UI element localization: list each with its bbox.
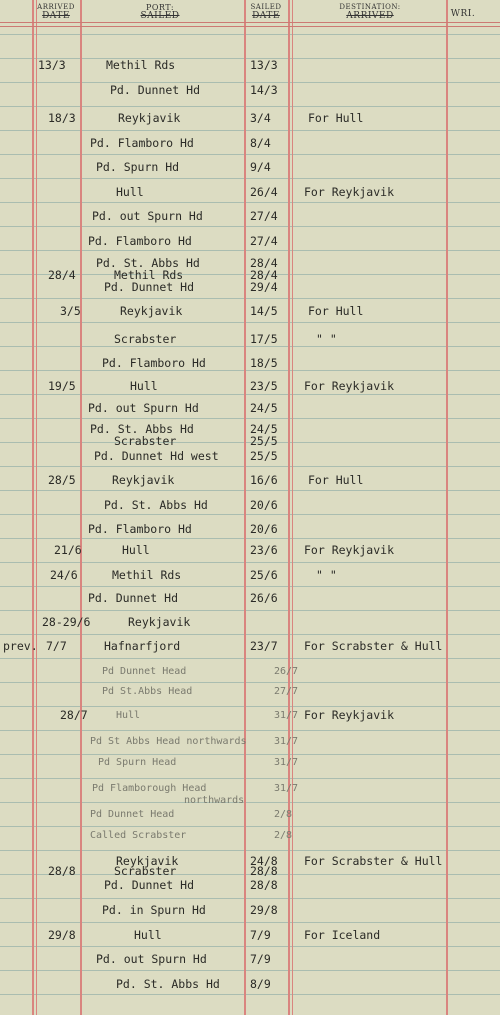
arrived-date: 13/3 (38, 58, 66, 72)
ruled-line (0, 514, 500, 515)
port-entry: Pd. Dunnet Hd (110, 83, 201, 97)
column-line-left-double (36, 0, 37, 1015)
destination-entry: For Reykjavik (304, 543, 395, 557)
ruled-line (0, 802, 500, 803)
arrived-date: 7/7 (46, 639, 67, 653)
ruled-line (0, 490, 500, 491)
port-entry: Pd. Dunnet Hd (104, 280, 195, 294)
destination-entry: For Hull (308, 111, 364, 125)
port-entry: Methil Rds (114, 268, 184, 282)
ruled-line (0, 466, 500, 467)
port-entry: Scrabster (114, 434, 177, 448)
sailed-date: 29/8 (250, 903, 278, 917)
ruled-line (0, 106, 500, 107)
port-entry: Called Scrabster (90, 830, 187, 841)
sailed-date: 29/4 (250, 280, 278, 294)
column-line-port (244, 0, 246, 1015)
ruled-line (0, 850, 500, 851)
sailed-date: 9/4 (250, 160, 271, 174)
sailed-date: 26/7 (274, 666, 299, 677)
column-line-left (32, 0, 34, 1015)
arrived-date: 28-29/6 (42, 615, 91, 629)
sailed-date: 20/6 (250, 498, 278, 512)
sailed-date: 28/8 (250, 878, 278, 892)
ruled-line (0, 922, 500, 923)
ruled-line (0, 394, 500, 395)
sailed-date: 2/8 (274, 830, 293, 841)
header-destination: DESTINATION: (339, 3, 401, 11)
sailed-date: 28/4 (250, 256, 278, 270)
port-entry: Pd. St. Abbs Hd (90, 422, 194, 436)
port-entry: Pd. Dunnet Hd west (94, 449, 219, 463)
sailed-date: 17/5 (250, 332, 278, 346)
ruled-line (0, 682, 500, 683)
arrived-date: 21/6 (54, 543, 82, 557)
ruled-line (0, 898, 500, 899)
destination-entry: For Reykjavik (304, 379, 395, 393)
port-entry: Methil Rds (112, 568, 182, 582)
column-line-destination (446, 0, 448, 1015)
sailed-date: 20/6 (250, 522, 278, 536)
arrived-date: 28/5 (48, 473, 76, 487)
ruled-line (0, 538, 500, 539)
destination-entry: For Reykjavik (304, 185, 395, 199)
port-entry: Hull (122, 543, 150, 557)
port-entry: Pd. Flamboro Hd (88, 234, 192, 248)
ruled-line (0, 730, 500, 731)
port-entry: Reykjavik (112, 473, 175, 487)
sailed-date: 14/5 (250, 304, 278, 318)
port-entry: Reykjavik (116, 854, 179, 868)
port-entry: Pd. St. Abbs Hd (96, 256, 200, 270)
port-entry: Methil Rds (106, 58, 176, 72)
sailed-date: 8/9 (250, 977, 271, 991)
port-entry: Pd Dunnet Head (90, 809, 175, 820)
ruled-line (0, 178, 500, 179)
port-entry: Hull (134, 928, 162, 942)
sailed-date: 2/8 (274, 809, 293, 820)
sailed-date: 24/5 (250, 422, 278, 436)
ruled-line (0, 634, 500, 635)
port-entry: Pd Spurn Head (98, 757, 177, 768)
sailed-date: 18/5 (250, 356, 278, 370)
destination-entry: For Reykjavik (304, 708, 395, 722)
port-entry: Pd. Dunnet Hd (104, 878, 195, 892)
port-entry: Pd. Dunnet Hd (88, 591, 179, 605)
sailed-date: 16/6 (250, 473, 278, 487)
header-sailed-date: DATE (252, 11, 280, 21)
sailed-date: 24/5 (250, 401, 278, 415)
sailed-date: 31/7 (274, 757, 299, 768)
arrived-date: 28/4 (48, 268, 76, 282)
column-line-arrived (80, 0, 82, 1015)
header-port-sailed: SAILED (140, 11, 180, 21)
ruled-line (0, 970, 500, 971)
ruled-line (0, 202, 500, 203)
sailed-date: 27/4 (250, 209, 278, 223)
ruled-line (0, 346, 500, 347)
sailed-date: 27/4 (250, 234, 278, 248)
ruled-line (0, 706, 500, 707)
sailed-date: 13/3 (250, 58, 278, 72)
sailed-date: 14/3 (250, 83, 278, 97)
sailed-date: 25/5 (250, 434, 278, 448)
port-entry: Scrabster (114, 864, 177, 878)
ruled-line (0, 994, 500, 995)
sailed-date: 31/7 (274, 736, 299, 747)
ruled-line (0, 610, 500, 611)
arrived-date: 28/8 (48, 864, 76, 878)
header-destination-arrived: ARRIVED (346, 11, 394, 21)
sailed-date: 25/6 (250, 568, 278, 582)
arrived-date: 19/5 (48, 379, 76, 393)
port-entry: Pd. out Spurn Hd (88, 401, 199, 415)
arrived-date: 29/8 (48, 928, 76, 942)
header-arrived: ARRIVED (37, 3, 75, 11)
sailed-date: 28/8 (250, 864, 278, 878)
sailed-date: 31/7 (274, 783, 299, 794)
ruled-line (0, 226, 500, 227)
ruled-line (0, 586, 500, 587)
port-entry: Hafnarfjord (104, 639, 181, 653)
destination-entry: For Iceland (304, 928, 381, 942)
destination-entry: For Hull (308, 304, 364, 318)
ruled-line (0, 946, 500, 947)
port-entry: Pd. Flamboro Hd (102, 356, 206, 370)
sailed-date: 7/9 (250, 952, 271, 966)
header-arrived-date: DATE (42, 11, 70, 21)
port-entry: Reykjavik (118, 111, 181, 125)
port-entry: Reykjavik (128, 615, 191, 629)
port-entry: Hull (116, 185, 144, 199)
sailed-date: 28/4 (250, 268, 278, 282)
arrived-date: 24/6 (50, 568, 78, 582)
sailed-date: 23/7 (250, 639, 278, 653)
column-line-sailed (288, 0, 290, 1015)
port-entry: Hull (116, 710, 141, 721)
ruled-line (0, 250, 500, 251)
sailed-date: 26/6 (250, 591, 278, 605)
ruled-line (0, 658, 500, 659)
port-entry: Hull (130, 379, 158, 393)
port-entry: Scrabster (114, 332, 177, 346)
ruled-line (0, 34, 500, 35)
ruled-line (0, 370, 500, 371)
port-entry: Pd. St. Abbs Hd (104, 498, 208, 512)
ruled-line (0, 778, 500, 779)
sailed-date: 31/7 (274, 710, 299, 721)
arrived-date: 28/7 (60, 708, 88, 722)
sailed-date: 23/6 (250, 543, 278, 557)
port-entry: Pd St Abbs Head northwards (90, 736, 247, 747)
port-entry: Pd. Flamboro Hd (90, 136, 194, 150)
sailed-date: 27/7 (274, 686, 299, 697)
header-wri: WRI. (450, 9, 476, 19)
destination-entry: For Scrabster & Hull (304, 854, 443, 868)
port-entry: Pd St.Abbs Head (102, 686, 193, 697)
port-entry: Reykjavik (120, 304, 183, 318)
sailed-date: 24/8 (250, 854, 278, 868)
port-entry: northwards (184, 795, 245, 806)
arrived-date: 3/5 (60, 304, 81, 318)
sailed-date: 8/4 (250, 136, 271, 150)
port-entry: Pd. Spurn Hd (96, 160, 180, 174)
column-line-sailed-double (292, 0, 293, 1015)
prev-label: prev. (3, 639, 38, 653)
port-entry: Pd. in Spurn Hd (102, 903, 206, 917)
port-entry: Pd. St. Abbs Hd (116, 977, 220, 991)
ruled-line (0, 754, 500, 755)
port-entry: Pd. out Spurn Hd (92, 209, 203, 223)
port-entry: Pd. Flamboro Hd (88, 522, 192, 536)
ruled-line (0, 298, 500, 299)
sailed-date: 7/9 (250, 928, 271, 942)
destination-entry: " " (316, 568, 337, 582)
port-entry: Pd. out Spurn Hd (96, 952, 207, 966)
sailed-date: 26/4 (250, 185, 278, 199)
arrived-date: 18/3 (48, 111, 76, 125)
ruled-line (0, 322, 500, 323)
ruled-line (0, 418, 500, 419)
ruled-line (0, 130, 500, 131)
port-entry: Pd Flamborough Head (92, 783, 207, 794)
destination-entry: For Scrabster & Hull (304, 639, 443, 653)
sailed-date: 25/5 (250, 449, 278, 463)
ruled-line (0, 826, 500, 827)
sailed-date: 3/4 (250, 111, 271, 125)
destination-entry: " " (316, 332, 337, 346)
ledger-header (0, 0, 500, 30)
port-entry: Pd Dunnet Head (102, 666, 187, 677)
sailed-date: 23/5 (250, 379, 278, 393)
ruled-line (0, 154, 500, 155)
destination-entry: For Hull (308, 473, 364, 487)
header-port: PORT: (145, 3, 175, 12)
ruled-line (0, 562, 500, 563)
header-sailed: SAILED (250, 3, 282, 11)
